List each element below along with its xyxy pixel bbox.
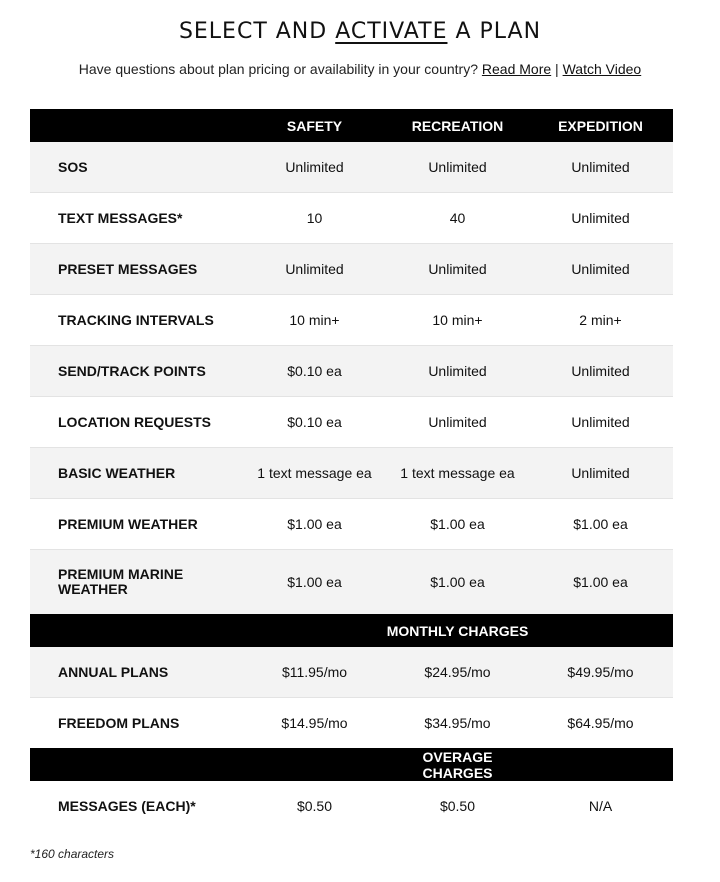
cell-safety: $1.00 ea — [287, 516, 342, 532]
table-row — [30, 244, 673, 295]
row-label: ANNUAL PLANS — [58, 663, 169, 680]
overage-charges-header — [30, 748, 673, 781]
cell-expedition: Unlimited — [571, 210, 630, 226]
cell-safety: 1 text message ea — [257, 465, 372, 481]
row-label: PREMIUM MARINE WEATHER — [58, 566, 184, 597]
cell-recreation: $0.50 — [439, 798, 476, 814]
row-label: FREEDOM PLANS — [58, 714, 180, 731]
cell-recreation: Unlimited — [428, 159, 487, 175]
monthly-charges-header — [30, 614, 673, 647]
cell-expedition: Unlimited — [571, 363, 630, 379]
row-label: PRESET MESSAGES — [58, 260, 198, 277]
title-suffix: A PLAN — [447, 19, 542, 44]
plan-comparison-table — [30, 109, 673, 831]
title-accent: ACTIVATE — [335, 19, 448, 44]
cell-safety: $0.10 ea — [287, 363, 342, 379]
cell-recreation: $34.95/mo — [424, 715, 491, 731]
table-row — [30, 295, 673, 346]
cell-safety: $0.50 — [296, 798, 333, 814]
cell-recreation: Unlimited — [428, 414, 487, 430]
cell-expedition: Unlimited — [571, 465, 630, 481]
footnote: *160 characters — [30, 847, 115, 861]
row-label: BASIC WEATHER — [58, 464, 176, 481]
table-row — [30, 647, 673, 698]
row-label: TEXT MESSAGES* — [58, 209, 183, 226]
table-row — [30, 397, 673, 448]
cell-expedition: Unlimited — [571, 159, 630, 175]
table-row — [30, 193, 673, 244]
read-more-link[interactable]: Read More — [481, 61, 552, 77]
cell-recreation: 40 — [449, 210, 466, 226]
cell-expedition: $49.95/mo — [567, 664, 634, 680]
subtitle-text: Have questions about plan pricing or availability in your country? — [78, 61, 482, 77]
cell-expedition: N/A — [588, 798, 613, 814]
title-prefix: SELECT AND — [178, 19, 336, 44]
cell-recreation: $24.95/mo — [424, 664, 491, 680]
cell-recreation: $1.00 ea — [430, 516, 485, 532]
cell-expedition: $1.00 ea — [573, 516, 628, 532]
section-label: MONTHLY CHARGES — [386, 622, 529, 639]
cell-safety: 10 min+ — [289, 312, 340, 328]
column-recreation: RECREATION — [411, 117, 504, 134]
table-row — [30, 142, 673, 193]
row-label: LOCATION REQUESTS — [58, 413, 211, 430]
table-row — [30, 499, 673, 550]
cell-expedition: $64.95/mo — [567, 715, 634, 731]
cell-safety: $0.10 ea — [287, 414, 342, 430]
cell-safety: 10 — [306, 210, 323, 226]
cell-safety: Unlimited — [285, 159, 344, 175]
cell-expedition: Unlimited — [571, 414, 630, 430]
page-title — [0, 18, 720, 46]
row-label: PREMIUM WEATHER — [58, 515, 198, 532]
table-row — [30, 698, 673, 748]
table-row — [30, 346, 673, 397]
cell-recreation: 10 min+ — [432, 312, 483, 328]
cell-safety: $1.00 ea — [287, 574, 342, 590]
table-row — [30, 550, 673, 614]
watch-video-link[interactable]: Watch Video — [562, 61, 642, 77]
table-header — [30, 109, 673, 142]
cell-recreation: 1 text message ea — [400, 465, 515, 481]
cell-recreation: $1.00 ea — [430, 574, 485, 590]
cell-expedition: $1.00 ea — [573, 574, 628, 590]
subtitle — [0, 60, 720, 78]
cell-safety: $11.95/mo — [281, 664, 348, 680]
cell-safety: Unlimited — [285, 261, 344, 277]
row-label: TRACKING INTERVALS — [58, 311, 214, 328]
table-row — [30, 781, 673, 831]
row-label: SEND/TRACK POINTS — [58, 362, 206, 379]
row-label: SOS — [58, 158, 88, 175]
column-expedition: EXPEDITION — [558, 117, 643, 134]
column-safety: SAFETY — [286, 117, 343, 134]
cell-expedition: 2 min+ — [579, 312, 622, 328]
cell-safety: $14.95/mo — [281, 715, 348, 731]
link-separator: | — [551, 61, 563, 77]
cell-recreation: Unlimited — [428, 261, 487, 277]
row-label: MESSAGES (EACH)* — [58, 797, 196, 814]
cell-recreation: Unlimited — [428, 363, 487, 379]
cell-expedition: Unlimited — [571, 261, 630, 277]
section-label: OVERAGE CHARGES — [422, 748, 493, 781]
table-row — [30, 448, 673, 499]
